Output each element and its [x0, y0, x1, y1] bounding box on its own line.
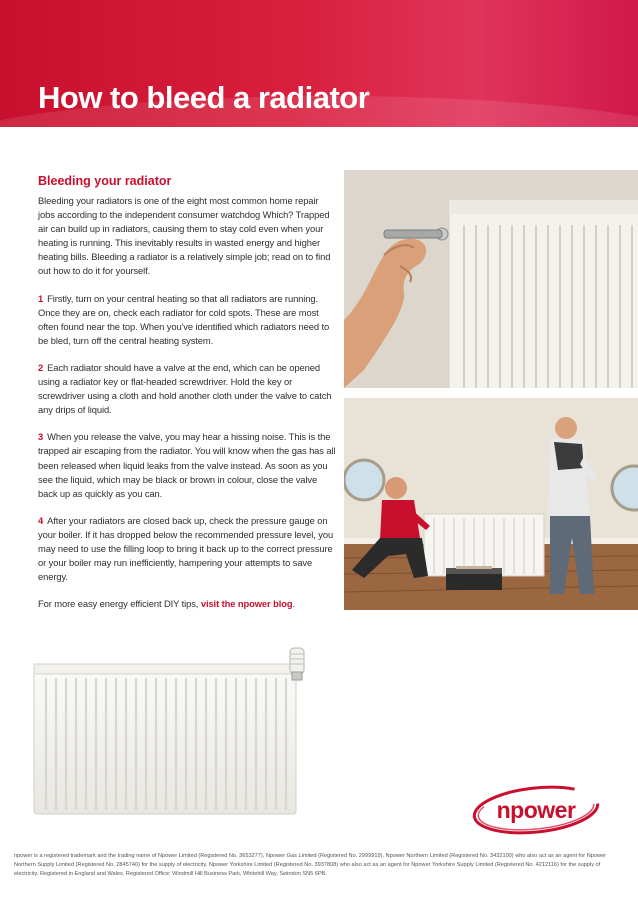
- step-number: 3: [38, 431, 44, 443]
- step-4: [38, 514, 336, 584]
- radiator-product-image: [28, 640, 318, 820]
- step-3: [38, 430, 336, 500]
- step-number: 1: [38, 292, 44, 304]
- section-title: Bleeding your radiator: [38, 174, 172, 188]
- step-2: [38, 361, 336, 417]
- step-text: Firstly, turn on your central heating so that all radiators are running. Once they are on, check each radiator for cold spots. These are most often found near the top. When you've identified which radiators need to be bled, turn off the central heating system.: [38, 292, 330, 346]
- logo-text: npower: [496, 796, 576, 823]
- legal-footer: npower is a registered trademark and the trading name of Npower Limited (Registered No. 3653277), Npower Gas Limited (Registered No. 2999919), Npower Northern Limited (Registered No. 3432100) who also act as an agent for Npower Northern Supply Limited (Registered No. 2845740) for the supply of electricity, Npower Yorkshire Limited (Registered No. 3937808) who also act as an agent for Npower Yorkshire Supply Limited (Registered No. 4212116) for the supply of electricity. Registered in England and Wales. Registered Office: Windmill Hill Business Park, Whitehill Way, Swindon SN5 6PB.: [14, 853, 607, 877]
- closing-end: .: [292, 598, 295, 610]
- step-number: 4: [38, 514, 44, 526]
- article-body: [38, 174, 336, 624]
- photo-hand-bleeding-radiator: [344, 170, 638, 388]
- page-title: How to bleed a radiator: [38, 80, 370, 115]
- step-text: After your radiators are closed back up, check the pressure gauge on your boiler. If it has dropped below the recommended pressure level, you may need to use the filling loop to bring it back up to the correct pressure or your boiler may run inefficiently, hampering your attempts to save energy.: [38, 514, 334, 583]
- step-number: 2: [38, 361, 44, 373]
- npower-logo: [470, 784, 602, 836]
- npower-blog-link[interactable]: visit the npower blog: [200, 598, 293, 610]
- step-1: [38, 292, 336, 348]
- photo-room-radiator-repair: [344, 398, 638, 610]
- room-photo-illustration: [344, 398, 638, 610]
- hand-photo-illustration: [344, 170, 638, 388]
- step-text: When you release the valve, you may hear a hissing noise. This is the trapped air escaping from the radiator. You will know when the gas has all been released when liquid leaks from the valve instead. As soon as you see the liquid, which may be black or brown in colour, close the valve back up as quickly as you can.: [38, 431, 336, 499]
- closing-text: For more easy energy efficient DIY tips,: [38, 598, 201, 610]
- header-banner: [0, 0, 638, 127]
- closing-paragraph: [38, 597, 336, 611]
- radiator-illustration: [28, 640, 318, 820]
- step-text: Each radiator should have a valve at the end, which can be opened using a radiator key or flat-headed screwdriver. Hold the key or screwdriver using a cloth and hold another cloth under the valve to catch any drips of liquid.: [38, 361, 332, 416]
- intro-paragraph: Bleeding your radiators is one of the eight most common home repair jobs according to the independent consumer watchdog Which? Trapped air can build up in radiators, causing them to stay cold even when your heating is running. This inevitably results in wasted energy and higher heating bills. Bleeding a radiator is a relatively simple job; read on to find out how to do it for yourself.: [38, 195, 331, 277]
